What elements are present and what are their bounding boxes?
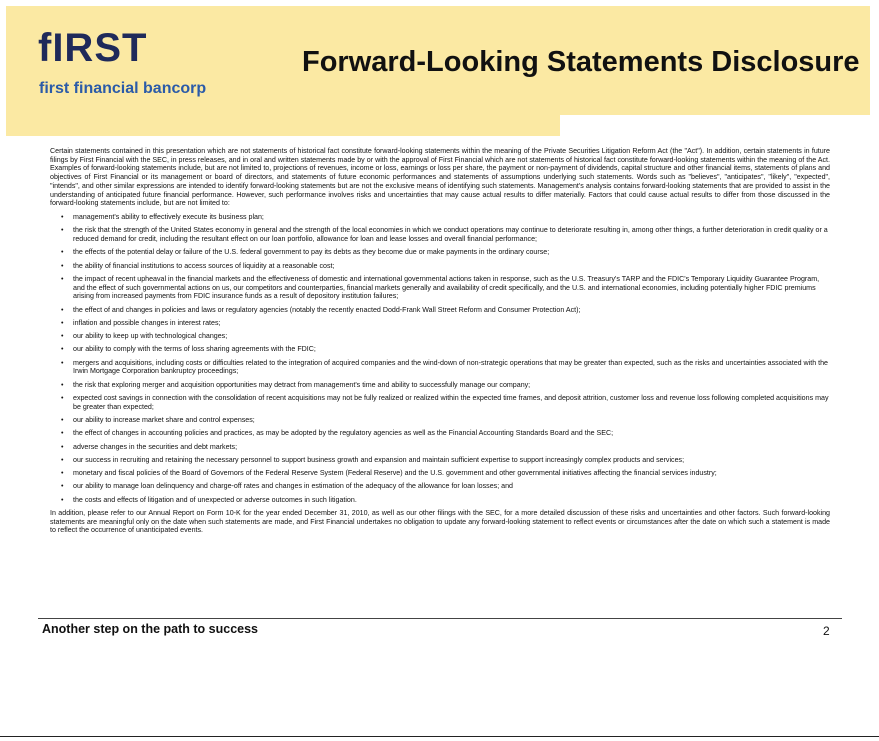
header-notch: [560, 115, 870, 136]
bullet-icon: •: [61, 442, 64, 451]
risk-factor-item: [50, 429, 830, 438]
bullet-icon: •: [61, 455, 64, 464]
risk-factor-item: [50, 469, 830, 478]
bullet-icon: •: [61, 394, 64, 402]
bullet-icon: •: [61, 358, 64, 367]
bullet-icon: •: [61, 318, 64, 327]
risk-factor-text: management's ability to effectively execute its business plan;: [73, 212, 264, 221]
bottom-divider: [0, 736, 879, 737]
closing-paragraph: In addition, please refer to our Annual Report on Form 10-K for the year ended December 31, 2010, as well as our other filings with the SEC, for a more detailed discussion of these risks and uncertainties and other factors. Such forward-looking statements are meaningful only on the date when such statements are made, and First Financial undertakes no obligation to update any forward-looking statement to reflect events or circumstances after the date on which such a statement is made to reflect the occurrence of unanticipated events.: [50, 509, 830, 535]
risk-factor-item: [50, 248, 830, 257]
risk-factor-item: [50, 306, 830, 315]
bullet-icon: •: [61, 248, 64, 257]
risk-factor-text: our success in recruiting and retaining the necessary personnel to support business growth and expansion and maintain sufficient expertise to support increasingly complex products and services;: [73, 455, 685, 464]
disclosure-body: [50, 147, 830, 535]
risk-factor-text: expected cost savings in connection with the consolidation of recent acquisitions may not be fully realized or realized within the expected time frames, and deposit attrition, customer loss and revenue loss following completed acquisitions may be greater than expected;: [73, 394, 829, 411]
bullet-icon: •: [61, 226, 64, 235]
risk-factor-item: [50, 262, 830, 271]
risk-factor-text: the effect of and changes in policies and laws or regulatory agencies (notably the recently enacted Dodd-Frank Wall Street Reform and Consumer Protection Act);: [73, 305, 581, 314]
bullet-icon: •: [61, 345, 64, 354]
risk-factor-item: [50, 456, 830, 465]
risk-factor-text: the effect of changes in accounting policies and practices, as may be adopted by the regulatory agencies as well as the Financial Accounting Standards Board and the SEC;: [73, 429, 614, 438]
risk-factor-text: inflation and possible changes in interest rates;: [73, 318, 221, 327]
risk-factor-text: our ability to comply with the terms of loss sharing agreements with the FDIC;: [73, 345, 316, 354]
risk-factor-text: monetary and fiscal policies of the Board of Governors of the Federal Reserve System (Federal Reserve) and the U.S. government and other governmental initiatives affecting the financial services industry;: [73, 469, 717, 478]
risk-factor-item: [50, 213, 830, 222]
risk-factor-item: [50, 443, 830, 452]
risk-factor-text: our ability to manage loan delinquency and charge-off rates and changes in estimation of the adequacy of the allowance for loan losses; and: [73, 482, 513, 491]
intro-paragraph: Certain statements contained in this presentation which are not statements of historical fact constitute forward-looking statements within the meaning of the Private Securities Litigation Reform Act (the "Act"). In addition, certain statements in future filings by First Financial with the SEC, in press releases, and in oral and written statements made by or with the approval of First Financial which are not statements of historical fact constitute forward-looking statements within the meaning of the Act. Examples of forward-looking statements include, but are not limited to, projections of revenues, income or loss, earnings or loss per share, the payment or non-payment of dividends, capital structure and other financial items, statements of plans and objectives of First Financial or its management or board of directors, and statements of future economic performances and statements of assumptions underlying such statements. Words such as "believes", "anticipates", "likely", "expected", "intends", and other similar expressions are intended to identify forward-looking statements but are not the exclusive means of identifying such statements. Management's analysis contains forward-looking statements that are provided to assist in the understanding of anticipated future financial performance. However, such performance involves risks and uncertainties that may cause actual results to differ materially. Factors that could cause actual results to differ from those discussed in the forward-looking statements include, but are not limited to:: [50, 147, 830, 208]
risk-factor-text: the risk that the strength of the United States economy in general and the strength of the local economies in which we conduct operations may continue to deteriorate resulting in, among other things, a further deterioration in credit quality or a reduced demand for credit, including the resultant effect on our loan portfolio, allowance for loan and lease losses and overall financial performance;: [73, 226, 828, 243]
page-number: 2: [823, 624, 830, 638]
bullet-icon: •: [61, 261, 64, 270]
bullet-icon: •: [61, 332, 64, 341]
risk-factor-item: [50, 226, 830, 243]
risk-factor-text: the impact of recent upheaval in the financial markets and the effectiveness of domestic and international governmental actions taken in response, such as the U.S. Treasury's TARP and the FDIC's Temporary Liquidity Guarantee Program, and the effect of such governmental actions on us, our competitors and counterparties, financial markets generally and availability of credit specifically, and the U.S. and international economies, including potentially higher FDIC premiums arising from increased payments from FDIC insurance funds as a result of depository institution failures;: [73, 274, 820, 301]
risk-factor-item: [50, 275, 830, 301]
company-logo: fIRST: [38, 26, 148, 70]
bullet-icon: •: [61, 380, 64, 389]
bullet-icon: •: [61, 469, 64, 478]
risk-factor-text: mergers and acquisitions, including costs or difficulties related to the integration of acquired companies and the wind-down of non-strategic operations that may be greater than expected, such as the risks and uncertainties associated with the Irwin Mortgage Corporation bankruptcy proceedings;: [73, 358, 828, 376]
risk-factor-text: the effects of the potential delay or failure of the U.S. federal government to pay its debts as they become due or make payments in the ordinary course;: [73, 248, 550, 257]
page-title: Forward-Looking Statements Disclosure: [302, 46, 860, 78]
risk-factor-text: the costs and effects of litigation and of unexpected or adverse outcomes in such litigation.: [73, 495, 357, 504]
risk-factor-text: our ability to increase market share and control expenses;: [73, 416, 255, 424]
bullet-icon: •: [61, 274, 64, 283]
risk-factor-item: [50, 319, 830, 328]
risk-factor-item: [50, 496, 830, 505]
risk-factor-list: [50, 213, 830, 505]
risk-factor-item: [50, 332, 830, 341]
risk-factor-item: [50, 482, 830, 491]
risk-factor-item: [50, 359, 830, 376]
bullet-icon: •: [61, 212, 64, 221]
risk-factor-item: [50, 394, 830, 411]
risk-factor-text: our ability to keep up with technological changes;: [73, 332, 228, 341]
risk-factor-text: the risk that exploring merger and acquisition opportunities may detract from management's time and ability to successfully manage our company;: [73, 380, 531, 389]
footer-divider: [38, 618, 842, 619]
bullet-icon: •: [61, 305, 64, 314]
bullet-icon: •: [61, 429, 64, 438]
risk-factor-item: [50, 381, 830, 390]
risk-factor-text: the ability of financial institutions to access sources of liquidity at a reasonable cost;: [73, 261, 335, 270]
bullet-icon: •: [61, 416, 64, 424]
footer-tagline: Another step on the path to success: [42, 622, 259, 636]
risk-factor-text: adverse changes in the securities and debt markets;: [73, 442, 238, 451]
risk-factor-item: [50, 416, 830, 425]
bullet-icon: •: [61, 495, 64, 504]
company-logo-subtitle: first financial bancorp: [39, 80, 207, 97]
bullet-icon: •: [61, 482, 64, 491]
risk-factor-item: [50, 345, 830, 354]
